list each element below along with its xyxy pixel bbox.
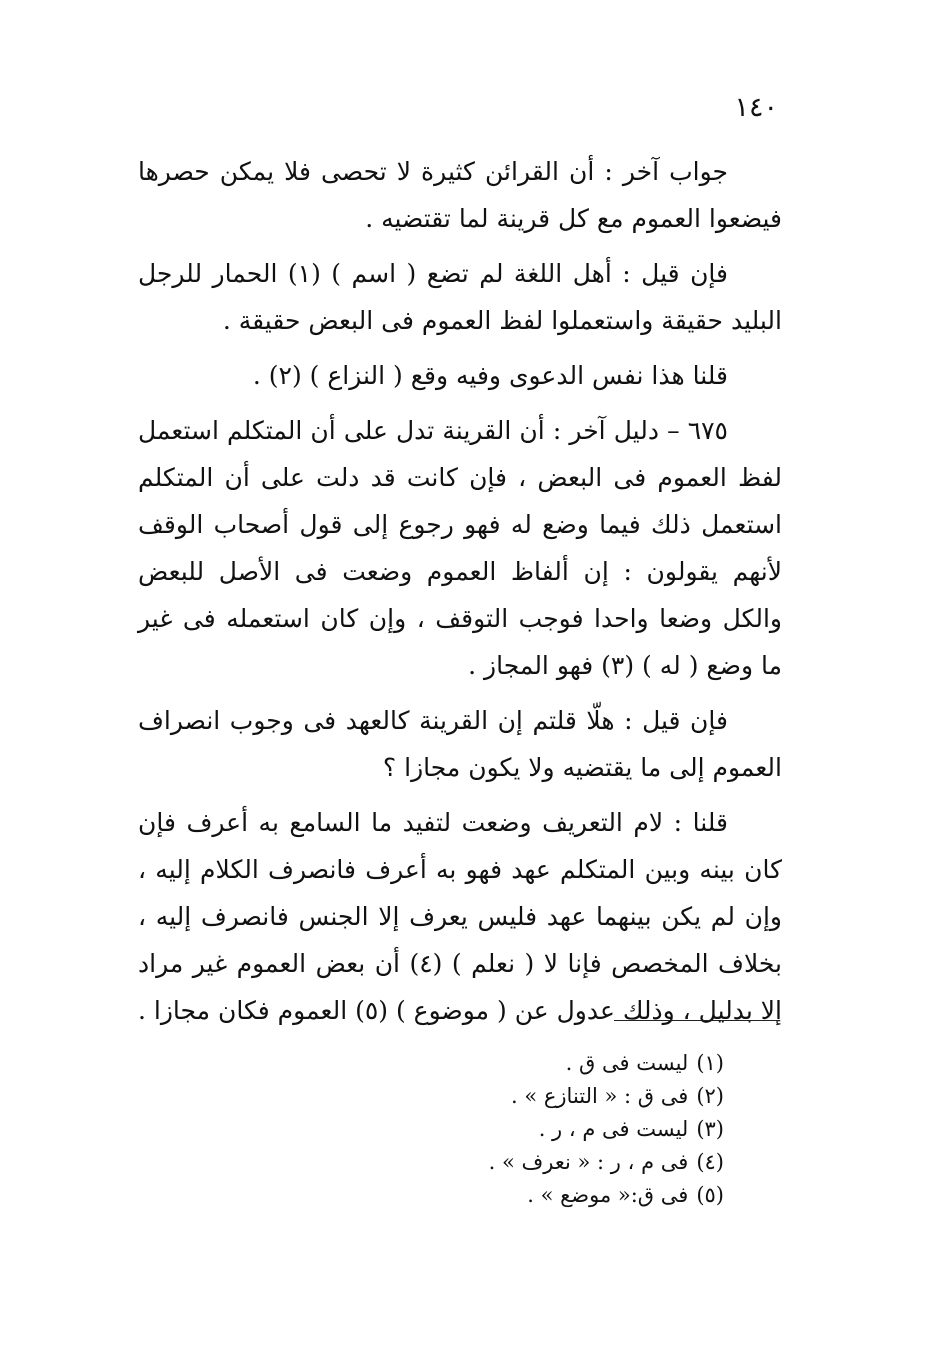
footnote-marker: (٢) <box>696 1084 724 1108</box>
footnote-text: ليست فى م ، ر . <box>538 1117 689 1141</box>
main-text <box>138 148 782 1042</box>
footnote-marker: (١) <box>696 1051 724 1075</box>
footnote-text: فى ق:« موضع » . <box>527 1183 689 1207</box>
footnote-4 <box>489 1146 724 1179</box>
footnote-text: فى ق : « التنازع » . <box>511 1084 689 1108</box>
paragraph-4: ٦٧٥ – دليل آخر : أن القرينة تدل على أن المتكلم استعمل لفظ العموم فى البعض ، فإن كانت قد دلت على أن المتكلم استعمل ذلك فيما وضع له فهو رجوع إلى قول أصحاب الوقف لأنهم يقولون : إن ألفاظ العموم وضعت فى الأصل للبعض والكل وضعا واحدا فوجب التوقف ، وإن كان استعمله فى غير ما وضع ( له ) (٣) فهو المجاز . <box>138 416 782 680</box>
footnotes <box>489 1047 724 1212</box>
footnote-1 <box>489 1047 724 1080</box>
paragraph-5: فإن قيل : هلّا قلتم إن القرينة كالعهد فى وجوب انصراف العموم إلى ما يقتضيه ولا يكون مجازا ؟ <box>138 706 782 782</box>
footnote-text: ليست فى ق . <box>565 1051 689 1075</box>
footnote-2 <box>489 1080 724 1113</box>
paragraph-3: قلنا هذا نفس الدعوى وفيه وقع ( النزاع ) (٢) . <box>252 361 728 390</box>
page-number: ١٤٠ <box>734 92 778 123</box>
footnote-separator <box>614 1020 778 1021</box>
footnote-marker: (٥) <box>696 1183 724 1207</box>
footnote-5 <box>489 1179 724 1212</box>
footnote-3 <box>489 1113 724 1146</box>
footnote-marker: (٤) <box>696 1150 724 1174</box>
paragraph-2: فإن قيل : أهل اللغة لم تضع ( اسم ) (١) الحمار للرجل البليد حقيقة واستعملوا لفظ العموم فى البعض حقيقة . <box>138 259 782 335</box>
paragraph-6: قلنا : لام التعريف وضعت لتفيد ما السامع به أعرف فإن كان بينه وبين المتكلم عهد فهو به أعرف فانصرف الكلام إليه ، وإن لم يكن بينهما عهد فليس يعرف إلا الجنس فانصرف إليه ، بخلاف المخصص فإنا لا ( نعلم ) (٤) أن بعض العموم غير مراد إلا بدليل ، وذلك عدول عن ( موضوع ) (٥) العموم فكان مجازا . <box>137 808 782 1025</box>
paragraph-1: جواب آخر : أن القرائن كثيرة لا تحصى فلا يمكن حصرها فيضعوا العموم مع كل قرينة لما تقتضيه . <box>138 157 782 233</box>
footnote-text: فى م ، ر : « نعرف » . <box>488 1150 689 1174</box>
footnote-marker: (٣) <box>696 1117 724 1141</box>
